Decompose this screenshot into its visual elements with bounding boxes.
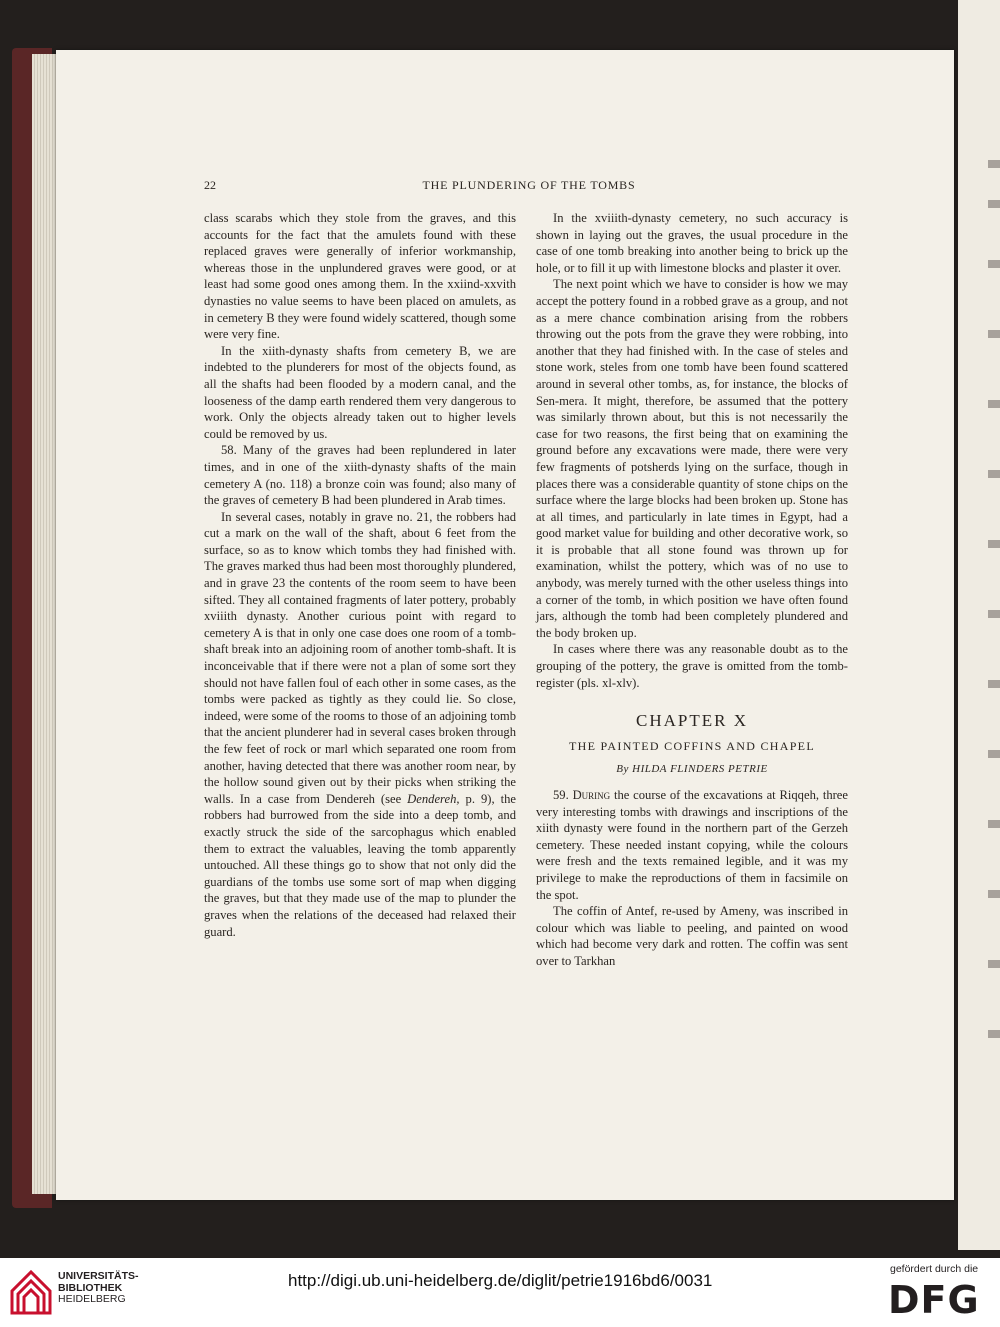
- paragraph: 58. Many of the graves had been replundered in later times, and in one of the xiith-dynasty shafts of the main cemetery A (no. 118) a bronze coin was found; also many of the graves of cemetery B had been plundered in Arab times.: [204, 443, 516, 508]
- paragraph-text: In several cases, notably in grave no. 21, the robbers had cut a mark on the wall of the shaft, about 6 feet from the surface, so as to know which tombs they had finished with. The graves marked thus had been most thoroughly plundered, and in grave 23 the contents of the room seem to have been sifted. They all contained fragments of later pottery, probably xviiith dynasty. Another curious point with regard to cemetery A is that in only one case does one room of a tomb-shaft break into an adjoining room of another tomb-shaft. It is inconceivable that if there were not a plan of some sort they should not have fallen foul of each other in some cases, as the tombs were packed as tightly as they could lie. So close, indeed, were some of the rooms to those of an adjoining tomb that the ancient plunderer had in several cases broken through the few feet of rock or marl which separated one room from another, having detected that there was another room near, by the hollow sound given out by their picks when striking the walls.: [204, 509, 516, 806]
- section-number: 59.: [553, 788, 569, 802]
- running-header: [204, 178, 854, 198]
- section-lead-word: During: [572, 788, 611, 802]
- paragraph: In the xviiith-dynasty cemetery, no such accuracy is shown in laying out the graves, the usual procedure in the case of one tomb breaking into another being to brick up the hole, or to fill it up with limestone blocks and plaster it over.: [536, 211, 848, 275]
- library-name-line: BIBLIOTHEK: [58, 1281, 123, 1294]
- italic-reference: Dendereh,: [407, 791, 460, 806]
- permalink-url[interactable]: http://digi.ub.uni-heidelberg.de/diglit/petrie1916bd6/0031: [288, 1271, 713, 1290]
- adjacent-page-sliver: [958, 0, 1000, 1250]
- paragraph: In the xiith-dynasty shafts from cemetery B, we are indebted to the plunderers for most of the objects found, as all the shafts had been flooded by a modern canal, and the looseness of the damp earth rendered them very dangerous to work. Only the objects already taken out to higher levels could be removed by us.: [204, 343, 516, 441]
- paragraph: [204, 509, 516, 940]
- author-byline: By HILDA FLINDERS PETRIE: [616, 763, 768, 776]
- library-name-line: HEIDELBERG: [58, 1293, 126, 1305]
- chapter-title: THE PAINTED COFFINS AND CHAPEL: [569, 738, 815, 753]
- paragraph: [536, 787, 848, 903]
- left-column: [204, 210, 516, 940]
- right-column: [536, 210, 848, 970]
- paragraph-text: the course of the excavations at Riqqeh, three very interesting tombs with drawings and inscriptions of the xiith dynasty were found in the northern part of the Gerzeh cemetery. These needed instant copying, while the colours were fresh and the texts remained legible, and it was my privilege to make the reproductions of them in facsimile on the spot.: [536, 788, 848, 902]
- paragraph: The coffin of Antef, re-used by Ameny, was inscribed in colour which was liable to peeling, and painted on wood which had become very dark and rotten. The coffin was sent over to Tarkhan: [536, 904, 848, 968]
- dfg-logo: DFG: [888, 1278, 980, 1322]
- library-name: [58, 1271, 139, 1306]
- funded-by-label: gefördert durch die: [890, 1263, 979, 1275]
- paragraph: In cases where there was any reasonable doubt as to the grouping of the pottery, the grave is omitted from the tomb-register (pls. xl-xlv).: [536, 642, 848, 690]
- viewer-footer: [0, 1258, 1000, 1327]
- running-title: THE PLUNDERING OF THE TOMBS: [422, 178, 636, 192]
- university-library-logo-icon: [8, 1269, 54, 1315]
- page-number: 22: [204, 178, 216, 192]
- paragraph: class scarabs which they stole from the graves, and this accounts for the fact that the amulets found with these replaced graves were generally of inferior workmanship, whereas those in the unplundered graves were good, or at least had some good ones among them. In the xxiind-xxvith dynasties no value seems to have been placed on amulets, as in cemetery B they were found widely scattered, though some were very fine.: [204, 211, 516, 342]
- chapter-heading: CHAPTER X: [636, 711, 748, 731]
- library-name-line: UNIVERSITÄTS-: [58, 1270, 139, 1282]
- paragraph-text: p. 9), the robbers had burrowed from the side into a deep tomb, and exactly struck the side of the sarcophagus which enabled them to extract the valuables, leaving the tomb apparently untouched. All these things go to show that not only did the guardians of the tombs use some sort of map when digging the graves, but that they made use of the map to plunder the graves when the relations of the deceased had relaxed their guard.: [204, 791, 516, 939]
- paragraph: The next point which we have to consider is how we may accept the pottery found in a robbed grave as a group, and not as a mere chance combination arising from the robbers throwing out the pots from the grave they were robbing, into another that they had finished with. In the case of steles and stone work, steles from one tomb have been found scattered around in several other tombs, as, for instance, the blocks of Sen-mera. It might, therefore, be assumed that the pottery was similarly thrown about, but this is not necessarily the case for two reasons, the first being that on examining the ground before any excavations were made, there were very few fragments of potsherds lying on the surface, though in places there was a considerable quantity of stone chips on the surface where the large blocks had been broken up. Stone has at all times, and particularly in late times in Egypt, had a good market value for building and other decorative work, so it is probable that all stone found was thrown up for examination, whilst the pottery, which was of no use to anybody, was merely turned with the other useless things into a corner of the tomb, in which position we have often found jars, although the tomb had been completely plundered and the body broken up.: [536, 277, 848, 640]
- paragraph-text: In a case from Dendereh (see: [239, 791, 402, 806]
